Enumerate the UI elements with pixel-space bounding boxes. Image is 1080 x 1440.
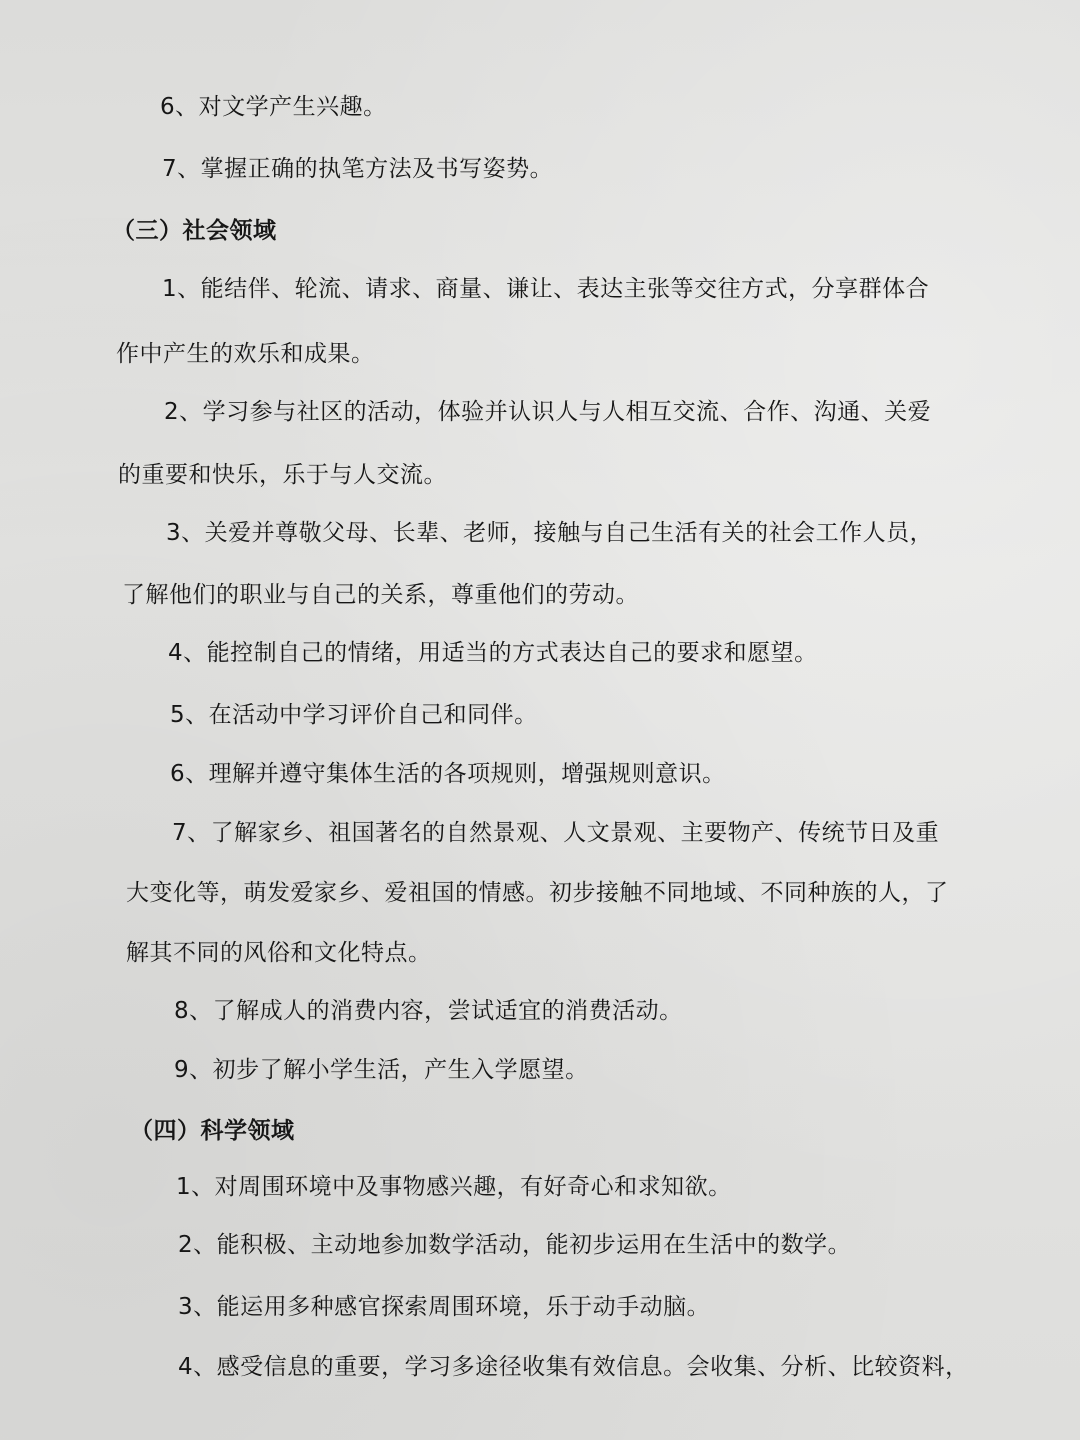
text-line: 的重要和快乐，乐于与人交流。 [118,462,447,488]
text-line: 2、学习参与社区的活动，体验并认识人与人相互交流、合作、沟通、关爱 [164,399,932,425]
text-line: 6、理解并遵守集体生活的各项规则，增强规则意识。 [170,761,726,787]
text-line: 8、了解成人的消费内容，尝试适宜的消费活动。 [174,998,683,1024]
text-line: 7、掌握正确的执笔方法及书写姿势。 [162,156,554,182]
text-line: 作中产生的欢乐和成果。 [116,341,375,367]
text-line: 9、初步了解小学生活，产生入学愿望。 [174,1057,589,1083]
text-line: 1、能结伴、轮流、请求、商量、谦让、表达主张等交往方式，分享群体合 [162,276,930,302]
text-line: 5、在活动中学习评价自己和同伴。 [170,702,538,728]
text-line: 7、了解家乡、祖国著名的自然景观、人文景观、主要物产、传统节日及重 [172,820,940,846]
text-line: 3、能运用多种感官探索周围环境，乐于动手动脑。 [178,1294,711,1320]
text-line: 1、对周围环境中及事物感兴趣，有好奇心和求知欲。 [176,1174,732,1200]
text-line: 大变化等，萌发爱家乡、爱祖国的情感。初步接触不同地域、不同种族的人，了 [126,880,949,906]
text-line: 了解他们的职业与自己的关系，尊重他们的劳动。 [122,582,639,608]
text-line: 4、感受信息的重要，学习多途径收集有效信息。会收集、分析、比较资料， [178,1354,969,1380]
section-heading: （四）科学领域 [130,1118,295,1144]
text-line: 2、能积极、主动地参加数学活动，能初步运用在生活中的数学。 [178,1232,852,1258]
text-line: 解其不同的风俗和文化特点。 [126,940,432,966]
text-line: 6、对文学产生兴趣。 [160,94,387,120]
text-line: 3、关爱并尊敬父母、长辈、老师，接触与自己生活有关的社会工作人员， [166,520,934,546]
text-line: 4、能控制自己的情绪，用适当的方式表达自己的要求和愿望。 [168,640,818,666]
section-heading: （三）社会领域 [112,218,277,244]
